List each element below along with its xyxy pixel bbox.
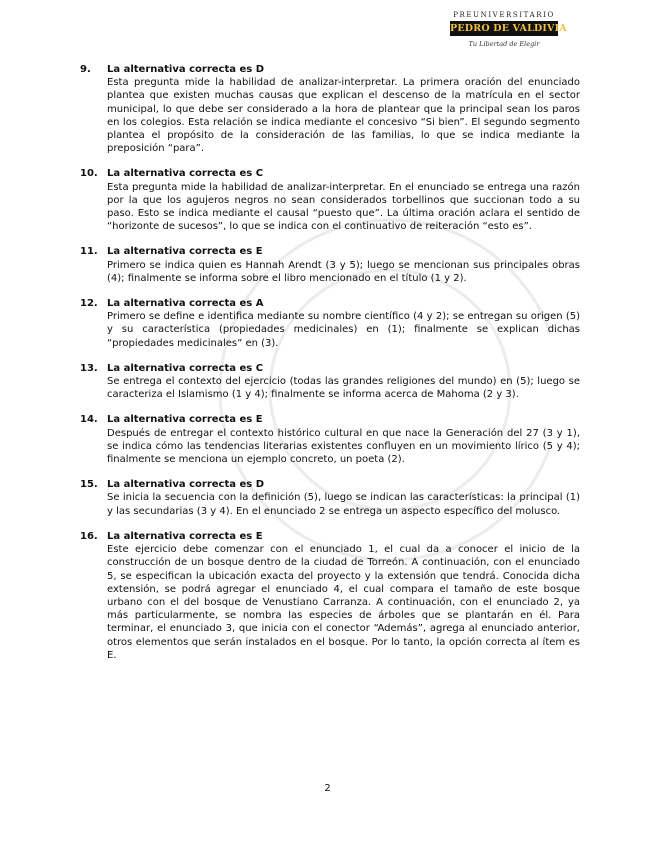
item-number: 16.	[80, 530, 98, 542]
brand-logo	[450, 10, 567, 50]
item-number: 15.	[80, 479, 98, 491]
logo-main-text: PEDRO DE VALDIVIA	[450, 23, 567, 34]
answer-item	[80, 245, 580, 285]
answer-list	[80, 63, 580, 674]
item-number: 12.	[80, 298, 98, 310]
answer-item	[80, 167, 580, 233]
item-title: La alternativa correcta es E	[107, 414, 263, 426]
item-number: 14.	[80, 414, 98, 426]
item-explanation: Se entrega el contexto del ejercicio (todas las grandes religiones del mundo) en (5); luego se caracteriza el Islamismo (1 y 4); finalmente se informa acerca de Mahoma (2 y 3).	[107, 376, 580, 401]
page-number: 2	[324, 783, 331, 794]
item-number: 9.	[80, 64, 91, 75]
item-explanation: Esta pregunta mide la habilidad de analizar-interpretar. En el enunciado se entrega una razón por la que los agujeros negros no sean considerados torbellinos que succionan todo a su paso. Esto se indica mediante el causal “puesto que”. La última oración aclara el sentido de “horizonte de sucesos”, lo que se indica con el continuativo de reiteración “esto es”.	[107, 181, 580, 233]
logo-slogan: Tu Libertad de Elegir	[468, 40, 540, 48]
item-explanation: Después de entregar el contexto histórico cultural en que nace la Generación del 27 (3 y 1), se indica cómo las tendencias literarias existentes confluyen en un movimiento lírico (5 y 4); finalmente se menciona un ejemplo concreto, un poeta (2).	[107, 427, 580, 466]
item-title: La alternativa correcta es D	[107, 64, 264, 75]
item-number: 10.	[80, 168, 98, 180]
answer-item	[80, 413, 580, 466]
item-explanation: Primero se define e identifica mediante su nombre científico (4 y 2); se entregan su origen (5) y su característica (propiedades medicinales) en (1); finalmente se explican dichas “propiedades medicinales” en (3).	[107, 311, 580, 349]
item-explanation: Este ejercicio debe comenzar con el enunciado 1, el cual da a conocer el inicio de la construcción de un bosque dentro de la ciudad de Torreón. A continuación, con el enunciado 5, se especifican la ubicación exacta del proyecto y la extensión que tendrá. Conocida dicha extensión, se podrá agregar el enunciado 4, el cual compara el tamaño de este bosque urbano con el del bosque de Venustiano Carranza. A continuación, con el enunciado 2, ya más particularmente, se nombra las especies de árboles que se plantarán en él. Para terminar, el enunciado 3, que inicia con el conector “Además”, agrega al enunciado anterior, otros elementos que serán instalados en el bosque. Por lo tanto, la opción correcta al ítem es E.	[107, 544, 580, 661]
item-number: 11.	[80, 246, 98, 258]
item-title: La alternativa correcta es C	[107, 362, 264, 374]
item-explanation: Esta pregunta mide la habilidad de analizar-interpretar. La primera oración del enunciado plantea que existen muchas causas que explican el descenso de la matrícula en el sector municipal, lo que debe ser considerado a la hora de plantear que la principal sean los paros en los colegios. Esta relación se indica mediante el concesivo “Si bien”. El segundo segmento plantea el propósito de la consideración de las familias, lo que se indica mediante la preposición “para”.	[107, 77, 580, 155]
answer-item	[80, 63, 580, 155]
item-title: La alternativa correcta es A	[107, 298, 264, 310]
item-title: La alternativa correcta es C	[107, 168, 264, 180]
item-explanation: Se inicia la secuencia con la definición (5), luego se indican las características: la principal (1) y las secundarias (3 y 4). En el enunciado 2 se entrega un aspecto específico del molusco.	[107, 492, 580, 517]
logo-top-text: PREUNIVERSITARIO	[453, 11, 555, 19]
answer-item	[80, 530, 580, 662]
item-title: La alternativa correcta es E	[107, 246, 263, 258]
item-explanation: Primero se indica quien es Hannah Arendt (3 y 5); luego se mencionan sus principales obras (4); finalmente se informa sobre el libro mencionado en el título (1 y 2).	[107, 259, 580, 284]
answer-item	[80, 478, 580, 518]
answer-item	[80, 362, 580, 402]
item-number: 13.	[80, 362, 98, 374]
answer-item	[80, 297, 580, 350]
item-title: La alternativa correcta es E	[107, 530, 263, 542]
item-title: La alternativa correcta es D	[107, 479, 264, 491]
